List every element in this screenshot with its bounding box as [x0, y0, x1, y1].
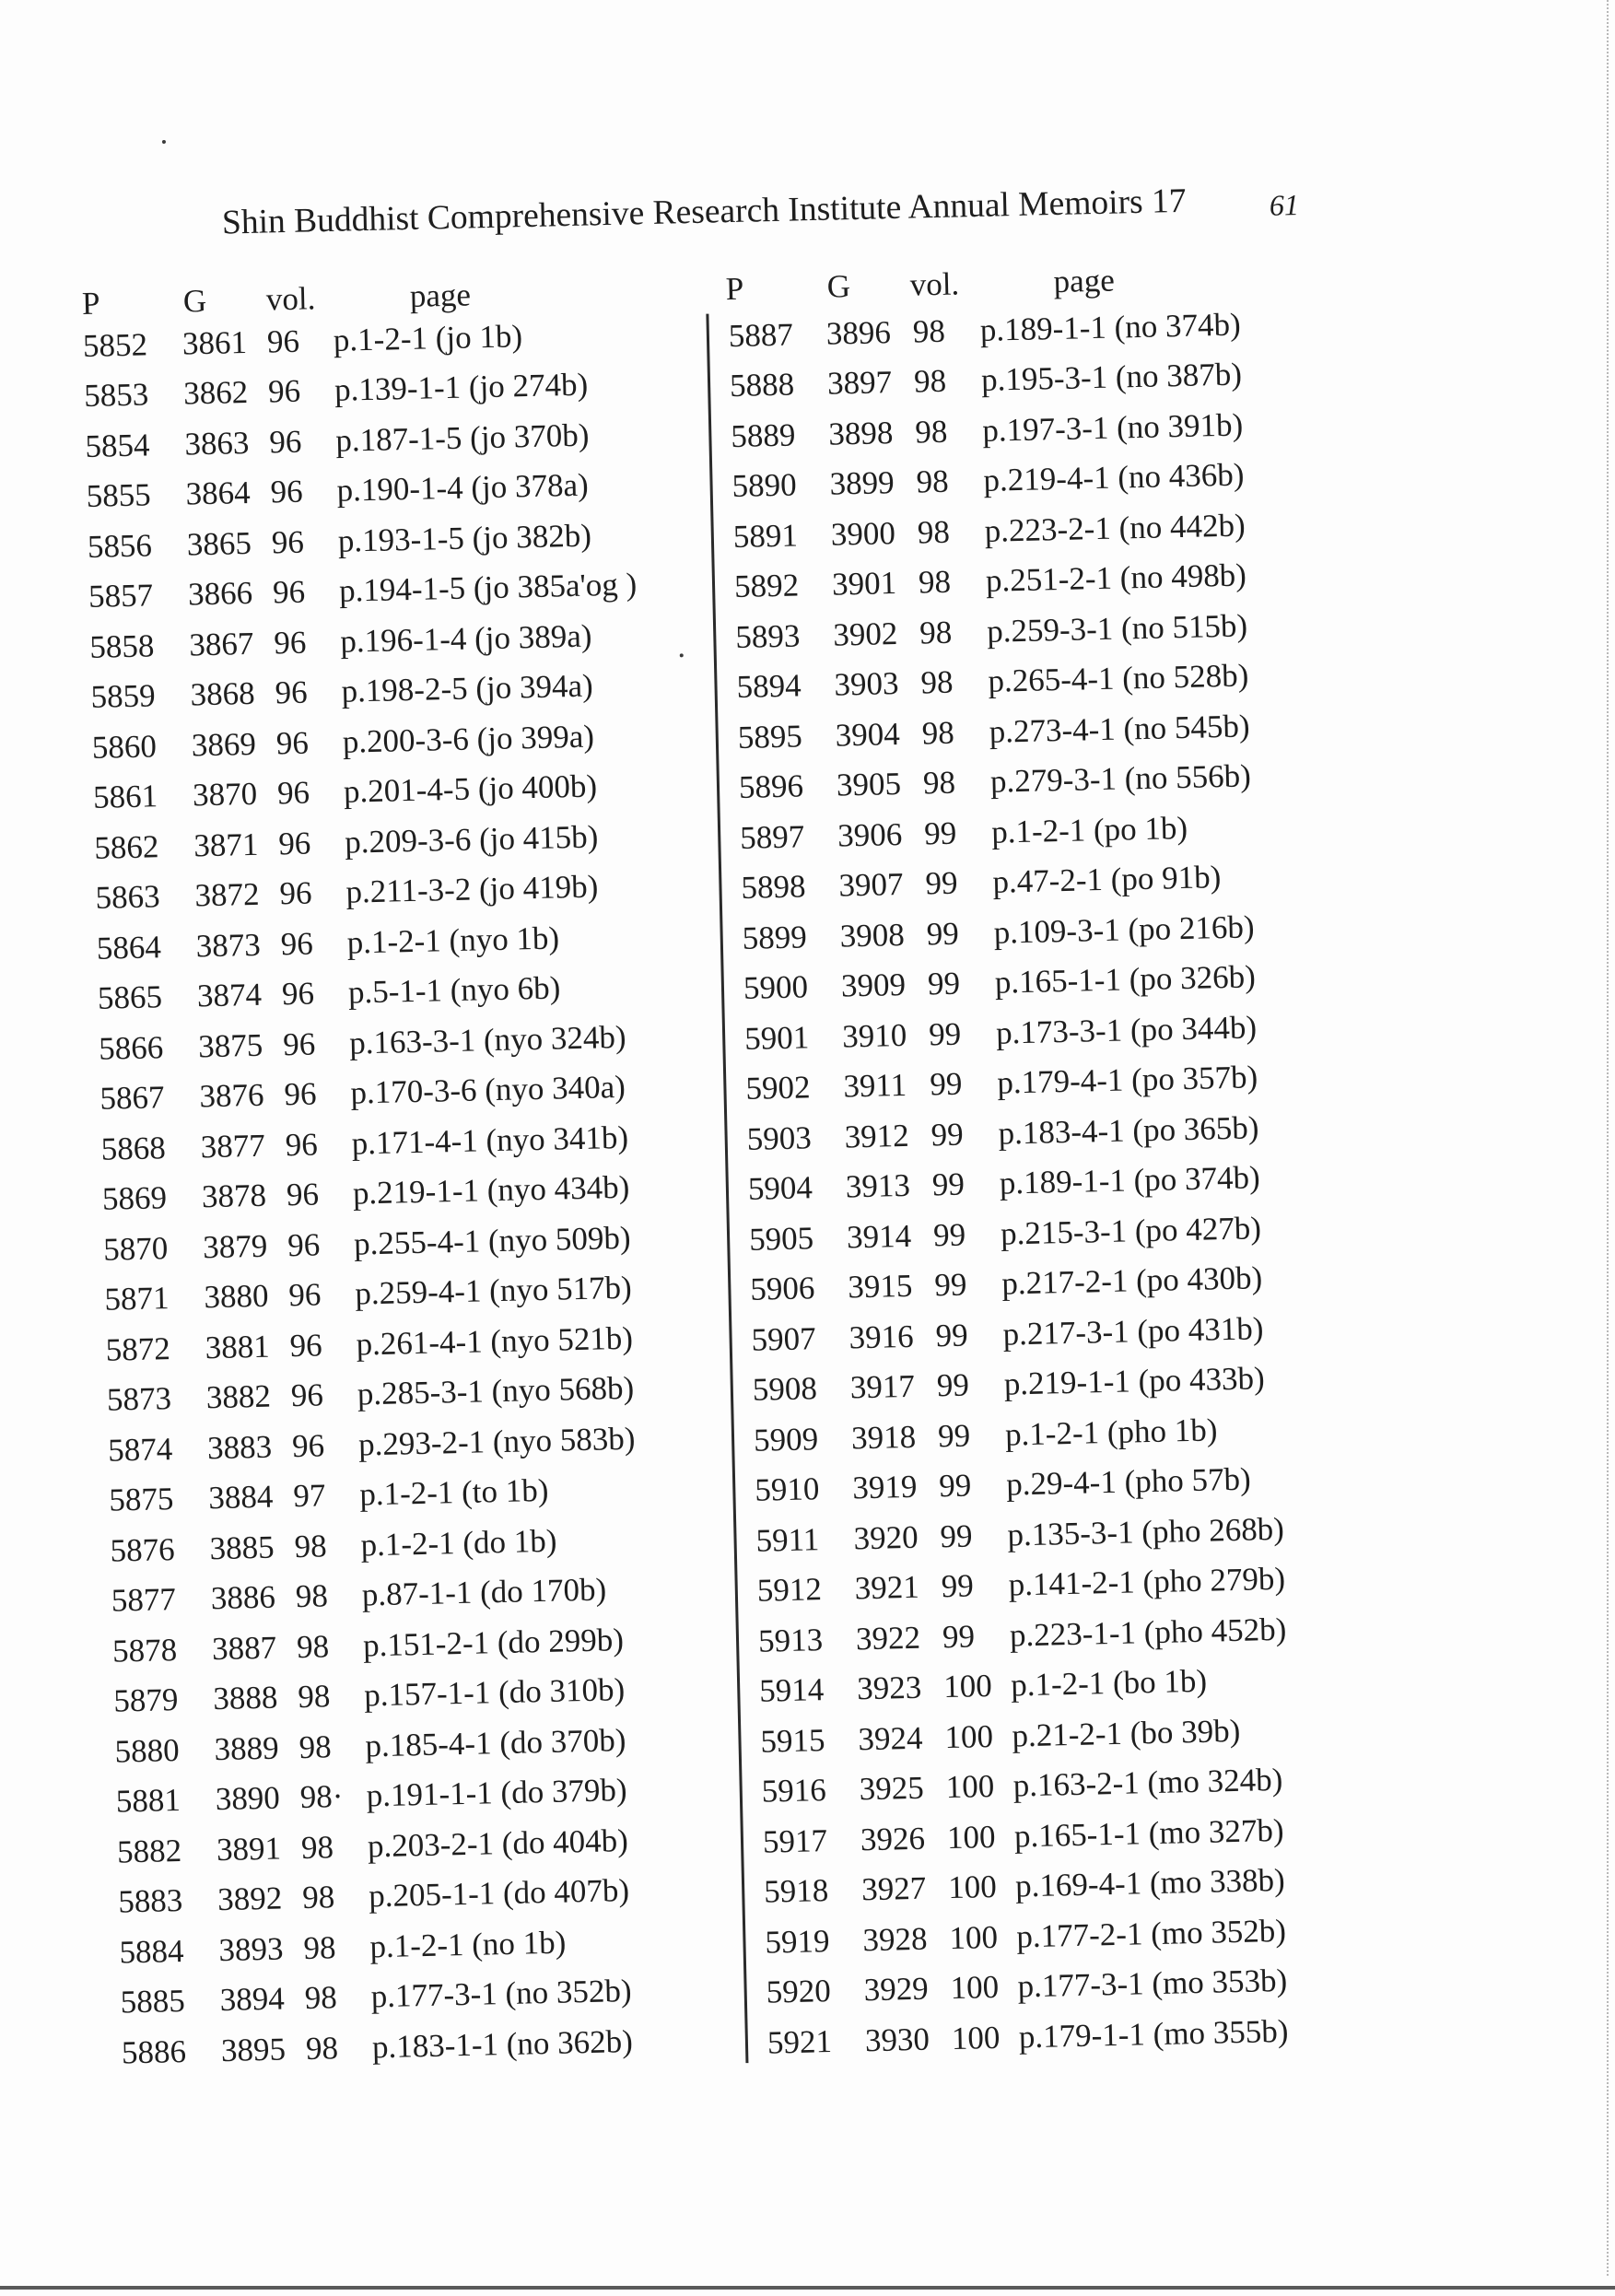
- p-number-cell: 5910: [754, 1470, 820, 1509]
- volume-cell: 98: [303, 1928, 336, 1966]
- column-header-vol: vol.: [265, 280, 316, 318]
- page-number: 61: [1269, 188, 1300, 222]
- volume-cell: 99: [941, 1567, 975, 1605]
- volume-cell: 98: [297, 1678, 331, 1716]
- g-number-cell: 3868: [190, 675, 256, 713]
- p-number-cell: 5890: [731, 466, 798, 505]
- p-number-cell: 5881: [115, 1782, 181, 1820]
- page-reference-cell: p.201-4-5 (jo 400b): [343, 767, 598, 810]
- p-number-cell: 5909: [753, 1420, 819, 1458]
- g-number-cell: 3894: [219, 1980, 286, 2019]
- volume-cell: 99: [936, 1366, 970, 1404]
- page-reference-cell: p.109-3-1 (po 216b): [993, 908, 1255, 951]
- page-reference-cell: p.165-1-1 (mo 327b): [1013, 1811, 1284, 1855]
- page-reference-cell: p.285-3-1 (nyo 568b): [357, 1369, 635, 1412]
- volume-cell: 100: [942, 1668, 993, 1705]
- g-number-cell: 3899: [829, 464, 895, 502]
- page-reference-cell: p.21-2-1 (bo 39b): [1012, 1712, 1241, 1754]
- p-number-cell: 5906: [749, 1270, 815, 1308]
- volume-cell: 98: [304, 1979, 338, 2017]
- volume-cell: 96: [279, 874, 312, 912]
- p-number-cell: 5919: [765, 1922, 830, 1961]
- page-reference-cell: p.211-3-2 (jo 419b): [345, 868, 599, 910]
- page-reference-cell: p.195-3-1 (no 387b): [980, 356, 1243, 399]
- p-number-cell: 5892: [733, 567, 800, 605]
- p-number-cell: 5899: [742, 919, 808, 956]
- volume-cell: 96: [291, 1427, 325, 1464]
- volume-cell: 98: [294, 1528, 328, 1564]
- g-number-cell: 3877: [200, 1127, 266, 1166]
- page-reference-cell: p.279-3-1 (no 556b): [989, 757, 1252, 801]
- p-number-cell: 5862: [93, 828, 159, 866]
- g-number-cell: 3879: [202, 1227, 268, 1266]
- p-number-cell: 5905: [748, 1220, 814, 1258]
- p-number-cell: 5868: [100, 1129, 167, 1167]
- g-number-cell: 3887: [211, 1629, 277, 1667]
- g-number-cell: 3891: [216, 1830, 282, 1868]
- p-number-cell: 5880: [114, 1731, 181, 1770]
- g-number-cell: 3905: [836, 766, 902, 803]
- g-number-cell: 3915: [847, 1268, 913, 1306]
- g-number-cell: 3917: [849, 1368, 916, 1406]
- g-number-cell: 3874: [196, 977, 263, 1014]
- g-number-cell: 3873: [195, 926, 262, 965]
- page-reference-cell: p.141-2-1 (pho 279b): [1008, 1560, 1286, 1603]
- page-reference-cell: p.179-4-1 (po 357b): [996, 1059, 1258, 1101]
- p-number-cell: 5894: [736, 667, 802, 706]
- scan-edge-bottom: [0, 2286, 1615, 2290]
- p-number-cell: 5918: [763, 1872, 829, 1910]
- g-number-cell: 3865: [186, 524, 252, 563]
- page-reference-cell: p.194-1-5 (jo 385a'og ): [338, 566, 638, 610]
- g-number-cell: 3919: [851, 1469, 918, 1506]
- g-number-cell: 3867: [188, 625, 254, 663]
- volume-cell: 96: [270, 473, 304, 510]
- p-number-cell: 5896: [738, 767, 804, 806]
- g-number-cell: 3916: [848, 1318, 915, 1356]
- p-number-cell: 5916: [761, 1772, 827, 1810]
- page-reference-cell: p.273-4-1 (no 545b): [989, 708, 1250, 750]
- p-number-cell: 5907: [751, 1319, 817, 1358]
- running-header-title: Shin Buddhist Comprehensive Research Institute Annual Memoirs 17: [221, 182, 1187, 242]
- volume-cell: 96: [271, 523, 305, 561]
- g-number-cell: 3885: [209, 1529, 275, 1566]
- page-reference-cell: p.200-3-6 (jo 399a): [342, 718, 595, 760]
- p-number-cell: 5912: [756, 1571, 823, 1609]
- left-table-body: [82, 308, 739, 2079]
- g-number-cell: 3869: [191, 725, 257, 764]
- page-reference-cell: p.223-1-1 (pho 452b): [1009, 1611, 1287, 1654]
- volume-cell: 96: [266, 322, 300, 360]
- p-number-cell: 5904: [747, 1169, 813, 1208]
- page-reference-cell: p.1-2-1 (bo 1b): [1010, 1662, 1208, 1704]
- g-number-cell: 3882: [205, 1377, 272, 1416]
- g-number-cell: 3881: [205, 1328, 271, 1366]
- p-number-cell: 5869: [101, 1179, 168, 1218]
- p-number-cell: 5863: [95, 878, 161, 917]
- volume-cell: 98: [919, 614, 953, 651]
- volume-cell: 100: [950, 1969, 1000, 2007]
- p-number-cell: 5872: [105, 1330, 171, 1368]
- p-number-cell: 5877: [111, 1581, 177, 1619]
- page-reference-cell: p.183-4-1 (po 365b): [998, 1109, 1259, 1152]
- volume-cell: 98: [305, 2029, 339, 2067]
- volume-cell: 99: [935, 1317, 969, 1354]
- p-number-cell: 5855: [86, 476, 152, 515]
- page-reference-cell: p.193-1-5 (jo 382b): [337, 517, 592, 559]
- g-number-cell: 3906: [837, 815, 903, 854]
- page-reference-cell: p.177-2-1 (mo 352b): [1015, 1912, 1287, 1955]
- volume-cell: 96: [280, 925, 314, 963]
- p-number-cell: 5895: [737, 718, 803, 756]
- g-number-cell: 3863: [183, 424, 250, 463]
- volume-cell: 96: [284, 1075, 317, 1113]
- volume-cell: 100: [945, 1768, 995, 1806]
- page-reference-cell: p.135-3-1 (pho 268b): [1007, 1510, 1285, 1553]
- volume-cell: 99: [925, 864, 958, 902]
- page-reference-cell: p.177-3-1 (mo 353b): [1017, 1962, 1288, 2005]
- scan-edge-right: [1607, 0, 1609, 2276]
- p-number-cell: 5878: [111, 1631, 178, 1669]
- volume-cell: 96: [272, 573, 306, 611]
- page-reference-cell: p.187-1-5 (jo 370b): [334, 416, 590, 459]
- g-number-cell: 3886: [210, 1578, 276, 1617]
- g-number-cell: 3908: [839, 916, 906, 955]
- volume-cell: 98: [920, 663, 954, 701]
- g-number-cell: 3896: [825, 313, 892, 352]
- p-number-cell: 5921: [767, 2022, 833, 2061]
- volume-cell: 98: [912, 312, 946, 350]
- p-number-cell: 5882: [116, 1832, 182, 1870]
- p-number-cell: 5917: [762, 1822, 828, 1860]
- volume-cell: 96: [285, 1126, 319, 1163]
- page-reference-cell: p.47-2-1 (po 91b): [992, 859, 1222, 900]
- page-reference-cell: p.1-2-1 (po 1b): [990, 809, 1188, 850]
- volume-cell: 96: [287, 1226, 321, 1263]
- page-reference-cell: p.198-2-5 (jo 394a): [341, 667, 594, 709]
- right-table-body: [728, 297, 1394, 2068]
- g-number-cell: 3918: [850, 1418, 917, 1457]
- volume-cell: 99: [930, 1116, 965, 1154]
- volume-cell: 96: [282, 1025, 316, 1063]
- volume-cell: 98: [296, 1628, 330, 1665]
- g-number-cell: 3878: [201, 1177, 267, 1215]
- g-number-cell: 3876: [199, 1077, 264, 1115]
- page-reference-cell: p.215-3-1 (po 427b): [1000, 1209, 1262, 1252]
- page-reference-cell: p.185-4-1 (do 370b): [365, 1721, 626, 1764]
- g-number-cell: 3909: [840, 966, 907, 1004]
- page-reference-cell: p.255-4-1 (nyo 509b): [353, 1219, 631, 1262]
- column-header-p: P: [81, 285, 100, 322]
- g-number-cell: 3929: [863, 1970, 930, 2009]
- p-number-cell: 5870: [102, 1229, 169, 1268]
- p-number-cell: 5888: [729, 366, 795, 404]
- volume-cell: 99: [938, 1467, 972, 1505]
- page-reference-cell: p.265-4-1 (no 528b): [988, 657, 1249, 700]
- scan-speck: [162, 140, 166, 144]
- g-number-cell: 3920: [853, 1518, 919, 1557]
- volume-cell: 96: [281, 975, 315, 1013]
- g-number-cell: 3926: [860, 1820, 926, 1858]
- p-number-cell: 5891: [732, 517, 799, 555]
- g-number-cell: 3901: [831, 565, 897, 603]
- page-reference-cell: p.197-3-1 (no 391b): [981, 406, 1244, 449]
- volume-cell: 100: [944, 1717, 994, 1755]
- p-number-cell: 5908: [752, 1370, 818, 1409]
- page-reference-cell: p.223-2-1 (no 442b): [984, 507, 1246, 549]
- page-reference-cell: p.177-3-1 (no 352b): [370, 1973, 632, 2015]
- g-number-cell: 3910: [841, 1016, 907, 1055]
- page-reference-cell: p.1-2-1 (pho 1b): [1004, 1412, 1218, 1453]
- p-number-cell: 5865: [97, 978, 163, 1017]
- p-number-cell: 5857: [88, 577, 154, 615]
- g-number-cell: 3902: [832, 615, 898, 653]
- volume-cell: 99: [942, 1618, 976, 1655]
- g-number-cell: 3884: [207, 1478, 274, 1517]
- g-number-cell: 3930: [864, 2021, 930, 2058]
- page-reference-cell: p.259-3-1 (no 515b): [986, 607, 1248, 650]
- volume-cell: 96: [286, 1176, 320, 1213]
- page-reference-cell: p.163-2-1 (mo 324b): [1012, 1762, 1283, 1804]
- volume-cell: 99: [940, 1517, 973, 1554]
- g-number-cell: 3903: [834, 665, 899, 703]
- g-number-cell: 3924: [858, 1719, 923, 1758]
- p-number-cell: 5889: [730, 416, 796, 454]
- volume-cell: 100: [946, 1818, 996, 1856]
- page-reference-cell: p.217-3-1 (po 431b): [1002, 1309, 1264, 1353]
- volume-cell: 98: [918, 563, 952, 601]
- p-number-cell: 5887: [728, 316, 794, 354]
- page-reference-cell: p.191-1-1 (do 379b): [366, 1772, 628, 1814]
- page-reference-cell: p.293-2-1 (nyo 583b): [357, 1420, 636, 1463]
- page-reference-cell: p.251-2-1 (no 498b): [985, 556, 1247, 600]
- p-number-cell: 5883: [117, 1882, 183, 1920]
- volume-cell: 98: [916, 463, 950, 500]
- g-number-cell: 3890: [215, 1779, 281, 1818]
- p-number-cell: 5903: [746, 1119, 813, 1157]
- page-reference-cell: p.259-4-1 (nyo 517b): [354, 1270, 633, 1312]
- volume-cell: 100: [951, 2019, 1001, 2056]
- g-number-cell: 3912: [844, 1117, 910, 1155]
- page-reference-cell: p.1-2-1 (to 1b): [358, 1472, 549, 1513]
- g-number-cell: 3870: [192, 776, 258, 814]
- page-reference-cell: p.170-3-6 (nyo 340a): [350, 1069, 626, 1111]
- p-number-cell: 5858: [88, 627, 155, 665]
- p-number-cell: 5911: [755, 1520, 820, 1559]
- page-reference-cell: p.29-4-1 (pho 57b): [1005, 1460, 1252, 1503]
- p-number-cell: 5900: [743, 968, 809, 1007]
- g-number-cell: 3898: [827, 414, 894, 452]
- g-number-cell: 3927: [860, 1869, 927, 1908]
- volume-cell: 98: [295, 1577, 329, 1615]
- volume-cell: 98: [921, 714, 955, 752]
- page-reference-cell: p.219-1-1 (po 433b): [1003, 1360, 1266, 1402]
- volume-cell: 98: [300, 1829, 334, 1866]
- page-reference-cell: p.203-2-1 (do 404b): [367, 1822, 629, 1865]
- page-reference-cell: p.87-1-1 (do 170b): [361, 1571, 607, 1613]
- page-reference-cell: p.217-2-1 (po 430b): [1001, 1259, 1263, 1302]
- p-number-cell: 5860: [91, 728, 158, 766]
- p-number-cell: 5897: [739, 818, 805, 856]
- p-number-cell: 5902: [745, 1069, 811, 1107]
- page-reference-cell: p.183-1-1 (no 362b): [371, 2022, 634, 2066]
- p-number-cell: 5876: [110, 1530, 176, 1569]
- page-reference-cell: p.1-2-1 (no 1b): [369, 1924, 567, 1965]
- volume-cell: 98: [922, 764, 956, 802]
- p-number-cell: 5886: [121, 2032, 187, 2071]
- p-number-cell: 5920: [766, 1973, 832, 2010]
- g-number-cell: 3866: [187, 575, 253, 613]
- page-reference-cell: p.219-1-1 (nyo 434b): [352, 1169, 630, 1212]
- p-number-cell: 5856: [87, 527, 153, 565]
- g-number-cell: 3883: [206, 1428, 273, 1466]
- page-reference-cell: p.219-4-1 (no 436b): [983, 456, 1245, 499]
- g-number-cell: 3862: [182, 374, 249, 412]
- p-number-cell: 5853: [83, 376, 149, 415]
- p-number-cell: 5861: [92, 778, 158, 816]
- g-number-cell: 3914: [846, 1217, 912, 1256]
- volume-cell: 98: [913, 363, 947, 400]
- g-number-cell: 3897: [826, 364, 893, 402]
- page-reference-cell: p.151-2-1 (do 299b): [362, 1621, 625, 1664]
- volume-cell: 96: [268, 423, 302, 461]
- page-reference-cell: p.189-1-1 (no 374b): [979, 306, 1242, 348]
- column-header-page: page: [1053, 262, 1116, 300]
- page-reference-cell: p.173-3-1 (po 344b): [995, 1009, 1258, 1051]
- volume-cell: 98: [914, 413, 948, 451]
- volume-cell: 99: [931, 1166, 965, 1203]
- g-number-cell: 3913: [845, 1167, 911, 1205]
- g-number-cell: 3872: [194, 876, 260, 914]
- g-number-cell: 3871: [193, 826, 259, 864]
- g-number-cell: 3911: [842, 1067, 907, 1105]
- volume-cell: 96: [276, 774, 310, 812]
- p-number-cell: 5914: [758, 1671, 825, 1709]
- volume-cell: 99: [927, 965, 961, 1002]
- volume-cell: 99: [933, 1266, 967, 1304]
- g-number-cell: 3889: [214, 1729, 280, 1767]
- g-number-cell: 3900: [830, 514, 896, 553]
- g-number-cell: 3923: [856, 1669, 922, 1707]
- g-number-cell: 3892: [217, 1880, 283, 1918]
- p-number-cell: 5898: [741, 868, 806, 907]
- p-number-cell: 5864: [96, 928, 162, 966]
- volume-cell: 96: [277, 825, 311, 862]
- g-number-cell: 3921: [854, 1569, 920, 1607]
- volume-cell: 99: [928, 1015, 962, 1053]
- volume-cell: 100: [947, 1868, 998, 1906]
- p-number-cell: 5871: [104, 1280, 170, 1318]
- g-number-cell: 3904: [835, 715, 901, 754]
- volume-cell: 100: [948, 1918, 999, 1956]
- p-number-cell: 5874: [107, 1430, 173, 1469]
- volume-cell: 99: [929, 1065, 963, 1103]
- page-reference-cell: p.1-2-1 (nyo 1b): [346, 920, 560, 961]
- g-number-cell: 3864: [185, 474, 252, 512]
- page-reference-cell: p.179-1-1 (mo 355b): [1018, 2012, 1289, 2056]
- column-header-vol: vol.: [909, 265, 960, 303]
- g-number-cell: 3922: [855, 1619, 921, 1658]
- page-reference-cell: p.189-1-1 (po 374b): [999, 1159, 1261, 1201]
- page-reference-cell: p.261-4-1 (nyo 521b): [356, 1319, 634, 1363]
- volume-cell: 99: [923, 814, 957, 852]
- p-number-cell: 5854: [85, 427, 150, 464]
- page-reference-cell: p.139-1-1 (jo 274b): [334, 366, 589, 409]
- page-reference-cell: p.209-3-6 (jo 415b): [344, 818, 599, 861]
- volume-cell: 96: [275, 674, 309, 711]
- page-reference-cell: p.165-1-1 (po 326b): [994, 958, 1257, 1001]
- p-number-cell: 5885: [120, 1983, 186, 2021]
- g-number-cell: 3893: [218, 1930, 284, 1968]
- volume-cell: 99: [926, 915, 960, 953]
- column-header-g: G: [182, 282, 207, 320]
- g-number-cell: 3888: [212, 1679, 278, 1717]
- page-reference-cell: p.190-1-4 (jo 378a): [336, 466, 590, 510]
- p-number-cell: 5873: [106, 1380, 172, 1418]
- page-reference-cell: p.1-2-1 (jo 1b): [333, 317, 523, 358]
- page-reference-cell: p.157-1-1 (do 310b): [363, 1671, 626, 1714]
- p-number-cell: 5915: [760, 1721, 825, 1760]
- g-number-cell: 3861: [181, 323, 248, 362]
- p-number-cell: 5852: [82, 326, 148, 364]
- g-number-cell: 3925: [859, 1769, 925, 1808]
- page-reference-cell: p.171-4-1 (nyo 341b): [351, 1119, 629, 1162]
- column-header-page: page: [409, 276, 472, 314]
- p-number-cell: 5913: [757, 1621, 824, 1659]
- p-number-cell: 5867: [99, 1079, 165, 1118]
- page-reference-cell: p.196-1-4 (jo 389a): [339, 617, 592, 660]
- page-reference-cell: p.163-3-1 (nyo 324b): [348, 1018, 626, 1061]
- p-number-cell: 5884: [119, 1932, 184, 1971]
- column-header-g: G: [826, 268, 851, 305]
- g-number-cell: 3875: [197, 1026, 263, 1065]
- volume-cell: 96: [287, 1276, 322, 1314]
- g-number-cell: 3895: [220, 2031, 287, 2068]
- page-reference-cell: p.1-2-1 (do 1b): [360, 1522, 557, 1564]
- volume-cell: 96: [290, 1376, 324, 1414]
- volume-cell: 96: [273, 624, 307, 662]
- g-number-cell: 3880: [204, 1277, 269, 1316]
- page-reference-cell: p.205-1-1 (do 407b): [368, 1872, 630, 1915]
- volume-cell: 97: [292, 1477, 326, 1515]
- volume-cell: 98: [301, 1879, 335, 1916]
- volume-cell: 96: [267, 372, 301, 410]
- volume-cell: 99: [932, 1216, 966, 1254]
- page-reference-cell: p.5-1-1 (nyo 6b): [347, 969, 561, 1011]
- p-number-cell: 5879: [112, 1681, 179, 1719]
- p-number-cell: 5859: [90, 677, 157, 716]
- volume-cell: 99: [937, 1417, 971, 1454]
- volume-cell: 98: [917, 513, 951, 551]
- p-number-cell: 5901: [743, 1019, 810, 1057]
- p-number-cell: 5875: [108, 1481, 174, 1518]
- volume-cell: 98: [298, 1728, 332, 1765]
- volume-cell: 96: [275, 724, 310, 762]
- page-reference-cell: p.169-4-1 (mo 338b): [1014, 1862, 1286, 1904]
- g-number-cell: 3907: [838, 866, 904, 904]
- p-number-cell: 5866: [98, 1028, 164, 1067]
- column-header-p: P: [725, 270, 744, 308]
- g-number-cell: 3928: [862, 1920, 928, 1958]
- p-number-cell: 5893: [734, 617, 801, 655]
- volume-cell: 96: [289, 1327, 323, 1364]
- volume-cell: 98·: [299, 1778, 344, 1816]
